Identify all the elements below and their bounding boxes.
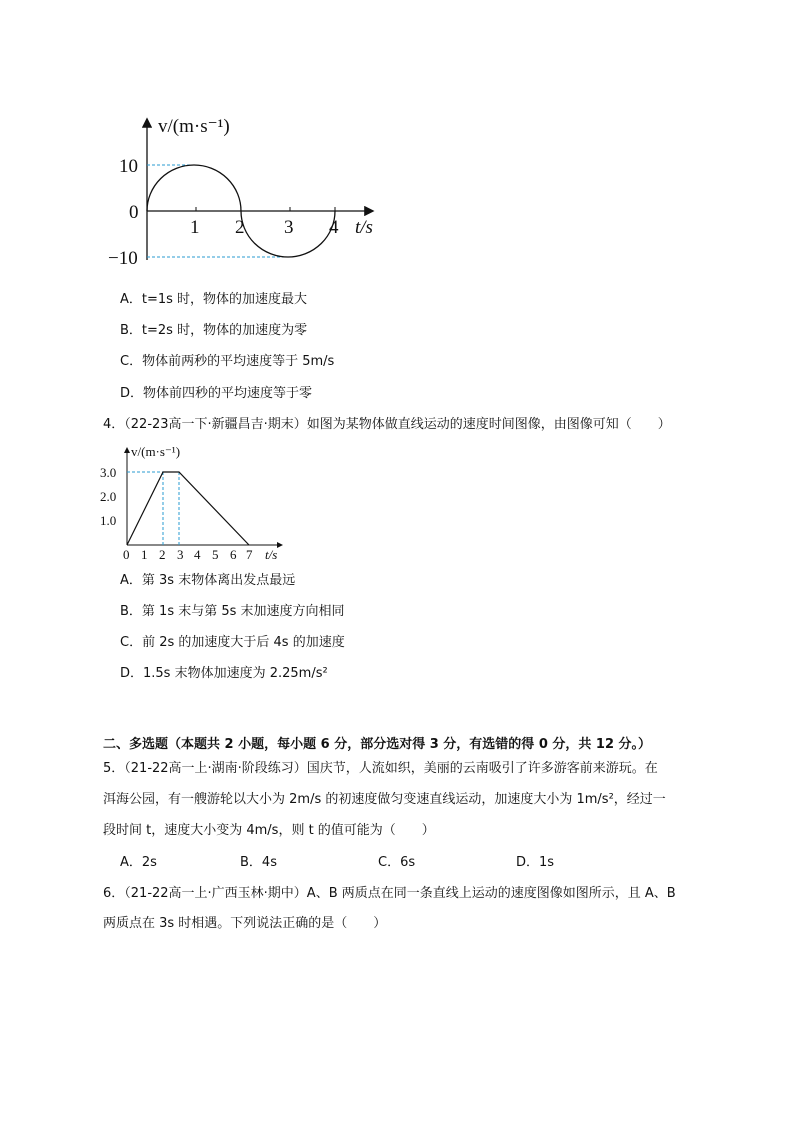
q4-option-c: C．前 2s 的加速度大于后 4s 的加速度 xyxy=(120,635,345,650)
velocity-graph-1 xyxy=(100,110,400,275)
q4-option-d: D．1.5s 末物体加速度为 2.25m/s² xyxy=(120,666,328,681)
x-axis-label: t/s xyxy=(355,217,373,238)
y-tick-10: 10 xyxy=(119,156,138,177)
q5-option-c: C．6s xyxy=(378,855,416,870)
x-tick-1: 1 xyxy=(190,217,200,238)
x-tick-6: 6 xyxy=(230,547,237,562)
x-tick-4: 4 xyxy=(329,217,339,238)
q5-option-d: D．1s xyxy=(516,855,555,870)
q5-line-3: 段时间 t，速度大小变为 4m/s，则 t 的值可能为（ ） xyxy=(103,823,435,838)
section-header-multiple-choice: 二、多选题（本题共 2 小题，每小题 6 分，部分选对得 3 分，有选错的得 0 分，共 12 分。） xyxy=(103,737,652,752)
x-tick-4: 4 xyxy=(194,547,201,562)
y-axis-label: v/(m·s⁻¹) xyxy=(158,116,230,137)
x-tick-2: 2 xyxy=(159,547,166,562)
q4-option-b: B．第 1s 末与第 5s 末加速度方向相同 xyxy=(120,604,345,619)
q3-option-d: D．物体前四秒的平均速度等于零 xyxy=(120,386,313,401)
y-tick-3: 3.0 xyxy=(100,465,117,480)
y-tick-minus10: −10 xyxy=(108,248,138,269)
x-tick-1: 1 xyxy=(141,547,148,562)
q3-option-a: A．t=1s 时，物体的加速度最大 xyxy=(120,292,308,307)
velocity-trapezoid xyxy=(127,472,249,545)
q4-stem: 4．（22-23高一下·新疆昌吉·期末）如图为某物体做直线运动的速度时间图像，由图像可知（ ） xyxy=(103,417,671,432)
y-tick-1: 1.0 xyxy=(100,513,117,528)
q4-option-a: A．第 3s 末物体离出发点最远 xyxy=(120,573,296,588)
x-tick-7: 7 xyxy=(246,547,253,562)
q5-option-b: B．4s xyxy=(240,855,277,870)
x-axis-label: t/s xyxy=(265,547,278,562)
q5-line-1: 5．（21-22高一上·湖南·阶段练习）国庆节，人流如织，美丽的云南吸引了许多游客前来游玩。在 xyxy=(103,761,658,776)
q6-line-1: 6．（21-22高一上·广西玉林·期中）A、B 两质点在同一条直线上运动的速度图像如图所示，且 A、B xyxy=(103,886,676,901)
y-tick-2: 2.0 xyxy=(100,489,117,504)
x-tick-0: 0 xyxy=(123,547,130,562)
x-tick-3: 3 xyxy=(284,217,294,238)
q5-line-2: 洱海公园，有一艘游轮以大小为 2m/s 的初速度做匀变速直线运动，加速度大小为 1m/s²，经过一 xyxy=(103,792,666,807)
q5-option-a: A．2s xyxy=(120,855,157,870)
q3-option-b: B．t=2s 时，物体的加速度为零 xyxy=(120,323,308,338)
q3-option-c: C．物体前两秒的平均速度等于 5m/s xyxy=(120,354,335,369)
y-tick-0: 0 xyxy=(129,202,139,223)
y-axis-label: v/(m·s⁻¹) xyxy=(131,444,181,459)
x-tick-3: 3 xyxy=(177,547,184,562)
velocity-graph-2 xyxy=(100,440,300,565)
x-tick-5: 5 xyxy=(212,547,219,562)
x-tick-2: 2 xyxy=(235,217,245,238)
q6-line-2: 两质点在 3s 时相遇。下列说法正确的是（ ） xyxy=(103,916,387,931)
